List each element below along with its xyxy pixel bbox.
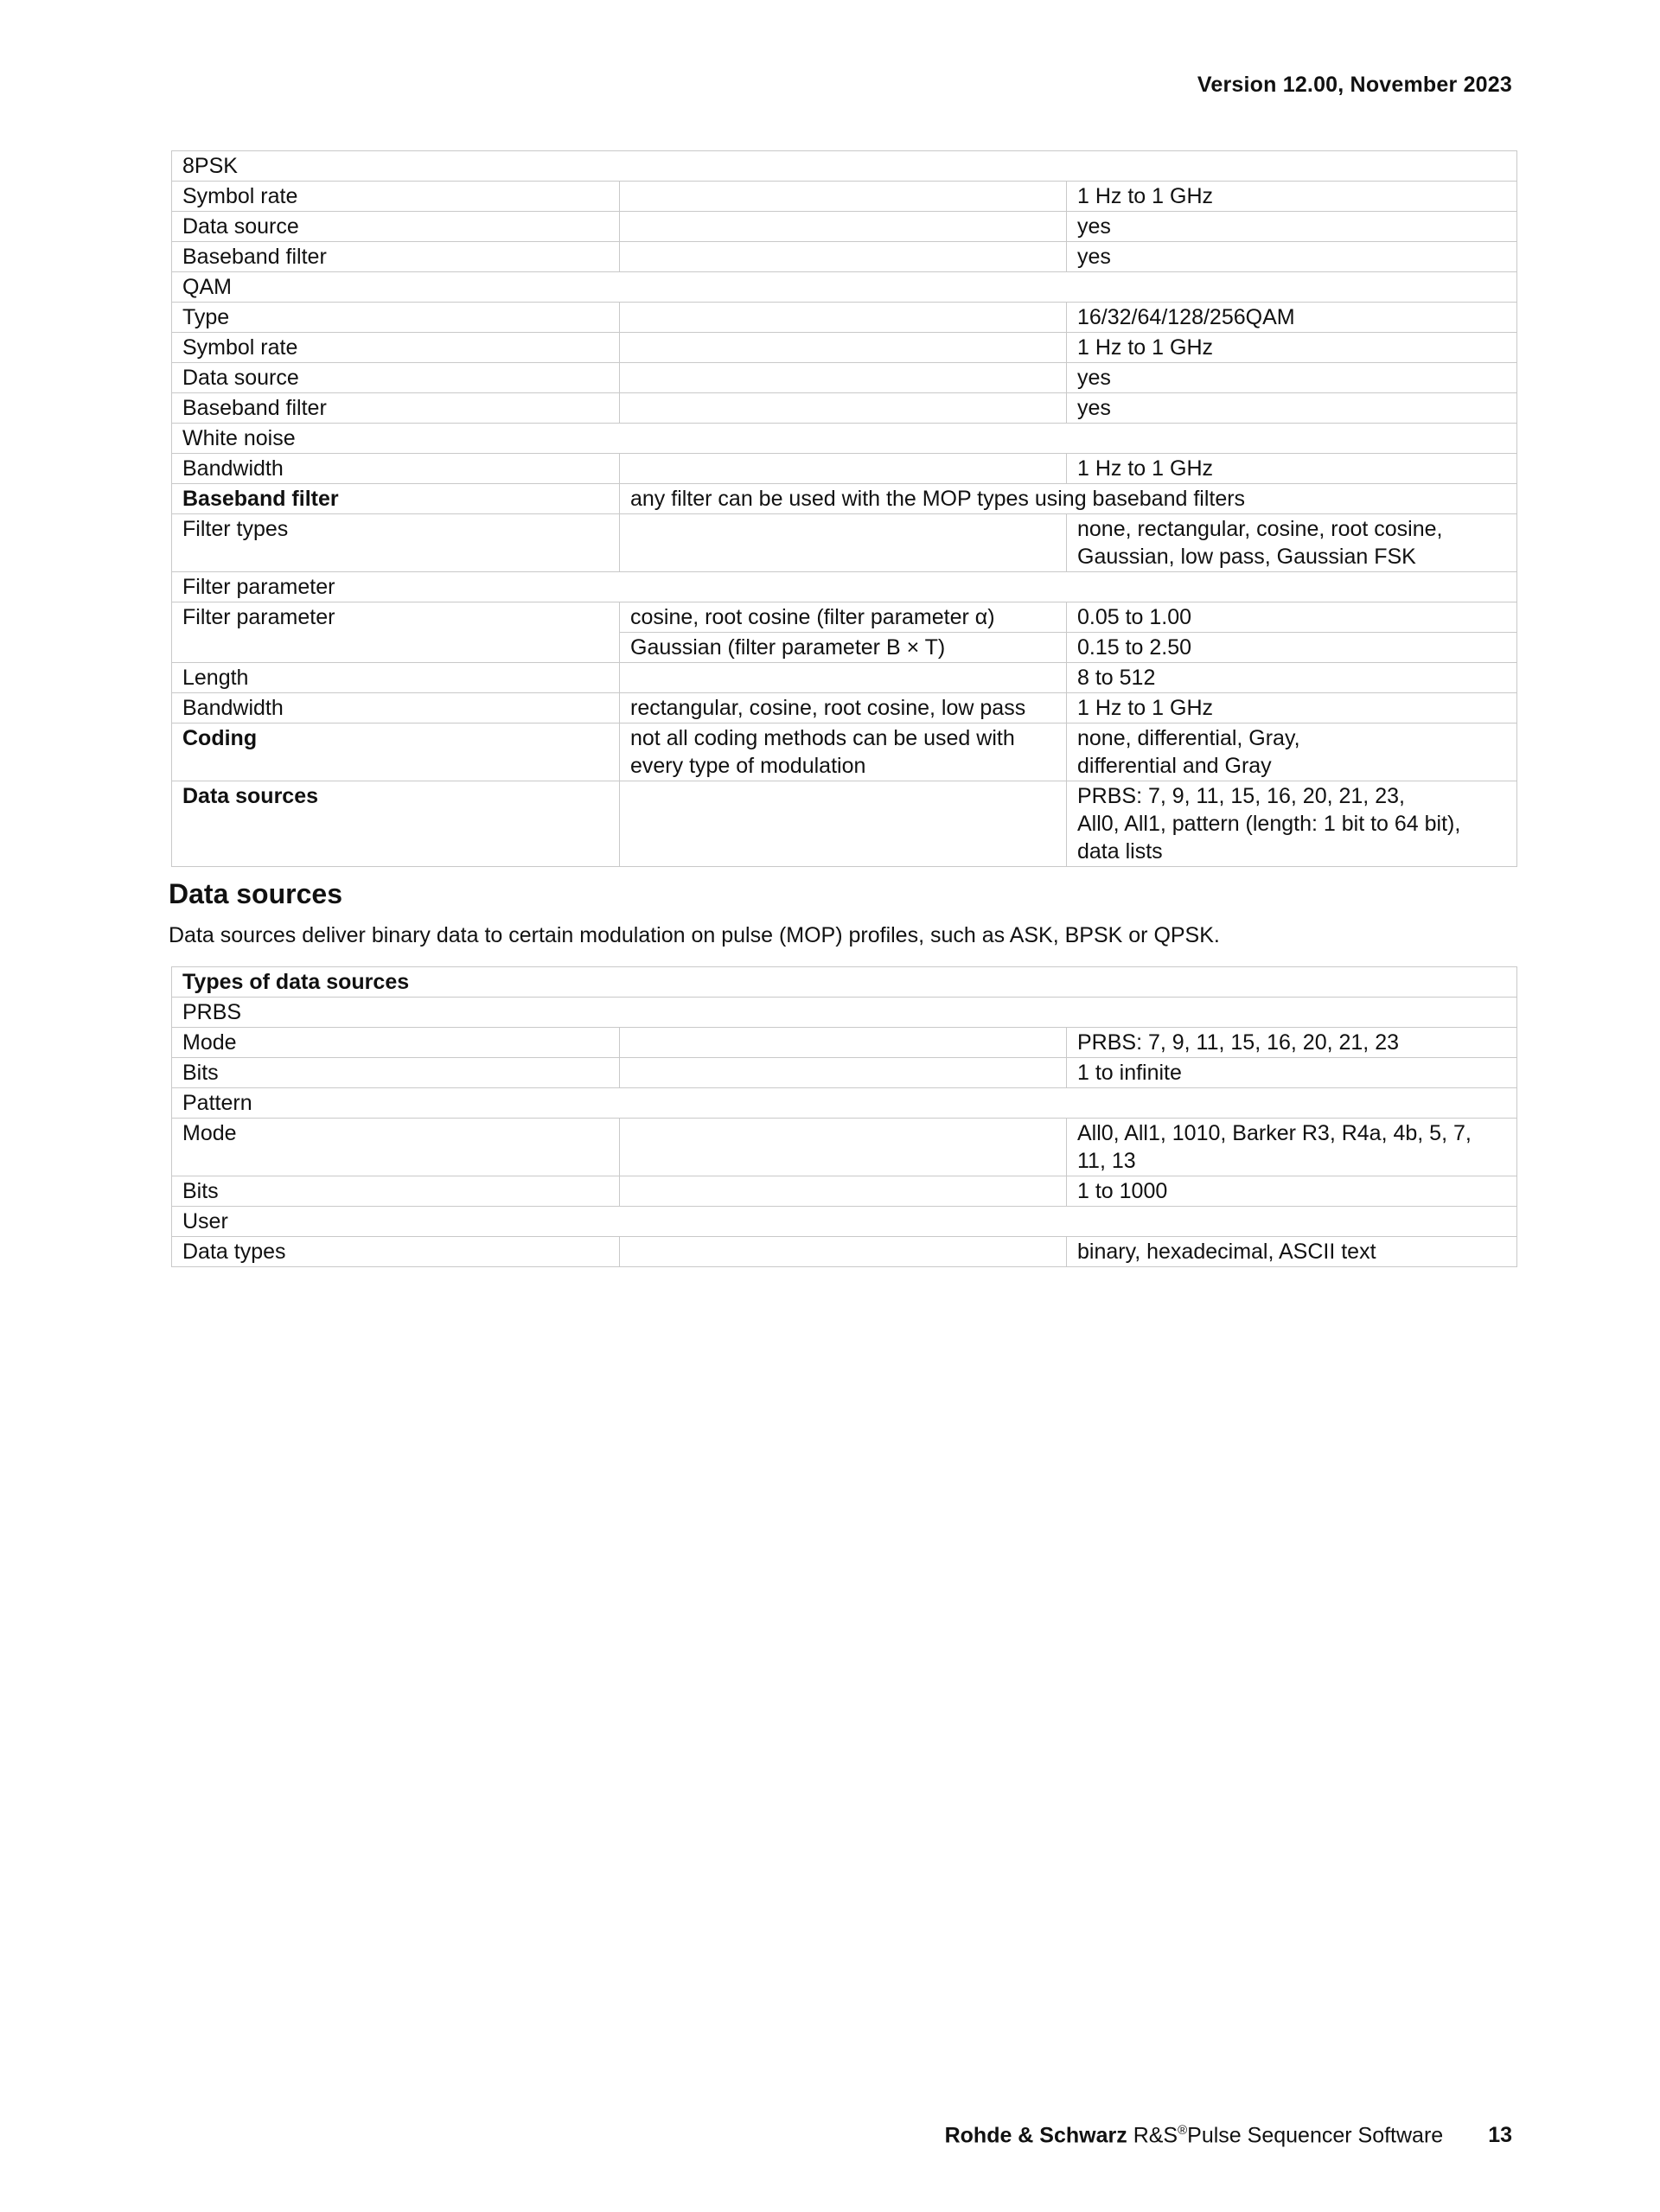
table-row — [172, 602, 1517, 633]
group-label-white-noise: White noise — [172, 424, 1517, 454]
table-row — [172, 212, 1517, 242]
condition-cell — [620, 781, 1067, 867]
footer-product-name: Pulse Sequencer Software — [1187, 2123, 1444, 2148]
param-label: Bits — [172, 1058, 620, 1088]
value-cell: 1 Hz to 1 GHz — [1067, 693, 1517, 724]
group-label-pattern: Pattern — [172, 1088, 1517, 1119]
value-cell: binary, hexadecimal, ASCII text — [1067, 1237, 1517, 1267]
table-row — [172, 1028, 1517, 1058]
value-cell: PRBS: 7, 9, 11, 15, 16, 20, 21, 23 — [1067, 1028, 1517, 1058]
value-cell: yes — [1067, 363, 1517, 393]
table-row — [172, 1119, 1517, 1176]
table-row — [172, 484, 1517, 514]
param-label: Mode — [172, 1119, 620, 1176]
condition-cell — [620, 454, 1067, 484]
condition-cell — [620, 1028, 1067, 1058]
value-cell: PRBS: 7, 9, 11, 15, 16, 20, 21, 23, All0, All1, pattern (length: 1 bit to 64 bit), data lists — [1067, 781, 1517, 867]
condition-cell — [620, 514, 1067, 572]
table-row — [172, 424, 1517, 454]
param-label-bold: Baseband filter — [172, 484, 620, 514]
param-label: Symbol rate — [172, 333, 620, 363]
param-label: Data source — [172, 212, 620, 242]
param-label: Filter parameter — [172, 602, 620, 663]
table-row — [172, 1207, 1517, 1237]
group-label-8psk: 8PSK — [172, 151, 1517, 182]
data-sources-table — [171, 966, 1517, 1267]
param-label: Baseband filter — [172, 242, 620, 272]
param-label-bold: Coding — [172, 724, 620, 781]
table-row — [172, 1058, 1517, 1088]
table-row — [172, 393, 1517, 424]
value-cell: All0, All1, 1010, Barker R3, R4a, 4b, 5, 7, 11, 13 — [1067, 1119, 1517, 1176]
param-label: Bits — [172, 1176, 620, 1207]
table-row — [172, 151, 1517, 182]
footer-brand: Rohde & Schwarz — [944, 2123, 1127, 2148]
condition-cell — [620, 393, 1067, 424]
param-label: Data types — [172, 1237, 620, 1267]
footer-product-prefix: R&S — [1127, 2123, 1178, 2148]
value-cell: none, differential, Gray, differential and Gray — [1067, 724, 1517, 781]
value-cell: yes — [1067, 212, 1517, 242]
page-number: 13 — [1488, 2123, 1512, 2148]
table-row — [172, 303, 1517, 333]
value-cell: yes — [1067, 242, 1517, 272]
table-row — [172, 998, 1517, 1028]
modulation-spec-table — [171, 150, 1517, 867]
table-row — [172, 333, 1517, 363]
param-label: Filter types — [172, 514, 620, 572]
condition-cell — [620, 303, 1067, 333]
condition-cell — [620, 212, 1067, 242]
value-cell: 1 to infinite — [1067, 1058, 1517, 1088]
value-cell: 1 Hz to 1 GHz — [1067, 454, 1517, 484]
table-row — [172, 1176, 1517, 1207]
value-cell: 16/32/64/128/256QAM — [1067, 303, 1517, 333]
value-cell: 0.05 to 1.00 — [1067, 602, 1517, 633]
param-label: Mode — [172, 1028, 620, 1058]
table-row — [172, 363, 1517, 393]
condition-cell — [620, 1058, 1067, 1088]
table-row — [172, 182, 1517, 212]
param-label: Type — [172, 303, 620, 333]
param-label: Baseband filter — [172, 393, 620, 424]
page-footer — [945, 2123, 1512, 2148]
table-row — [172, 967, 1517, 998]
table-row — [172, 1237, 1517, 1267]
table-row — [172, 514, 1517, 572]
group-label-filter-parameter: Filter parameter — [172, 572, 1517, 602]
value-cell: 8 to 512 — [1067, 663, 1517, 693]
value-cell: 1 Hz to 1 GHz — [1067, 182, 1517, 212]
condition-cell — [620, 242, 1067, 272]
section-heading: Data sources — [169, 878, 342, 909]
table-row — [172, 781, 1517, 867]
param-label: Symbol rate — [172, 182, 620, 212]
param-label: Length — [172, 663, 620, 693]
table-header: Types of data sources — [172, 967, 1517, 998]
condition-cell — [620, 182, 1067, 212]
condition-cell — [620, 333, 1067, 363]
condition-cell — [620, 1237, 1067, 1267]
table-row — [172, 724, 1517, 781]
note-cell: any filter can be used with the MOP types using baseband filters — [620, 484, 1517, 514]
param-label: Bandwidth — [172, 454, 620, 484]
condition-cell: Gaussian (filter parameter B × T) — [620, 633, 1067, 663]
value-cell: 0.15 to 2.50 — [1067, 633, 1517, 663]
group-label-prbs: PRBS — [172, 998, 1517, 1028]
group-label-user: User — [172, 1207, 1517, 1237]
section-description: Data sources deliver binary data to certain modulation on pulse (MOP) profiles, such as ASK, BPSK or QPSK. — [169, 923, 1220, 947]
condition-cell: not all coding methods can be used with every type of modulation — [620, 724, 1067, 781]
condition-cell — [620, 663, 1067, 693]
table-row — [172, 693, 1517, 724]
table-row — [172, 454, 1517, 484]
condition-cell — [620, 1119, 1067, 1176]
param-label: Bandwidth — [172, 693, 620, 724]
table-row — [172, 572, 1517, 602]
table-row — [172, 242, 1517, 272]
table-row — [172, 1088, 1517, 1119]
value-cell: none, rectangular, cosine, root cosine, Gaussian, low pass, Gaussian FSK — [1067, 514, 1517, 572]
param-label: Data source — [172, 363, 620, 393]
value-cell: yes — [1067, 393, 1517, 424]
table-row — [172, 663, 1517, 693]
condition-cell — [620, 1176, 1067, 1207]
value-cell: 1 Hz to 1 GHz — [1067, 333, 1517, 363]
condition-cell — [620, 363, 1067, 393]
param-label-bold: Data sources — [172, 781, 620, 867]
table-row — [172, 272, 1517, 303]
condition-cell: rectangular, cosine, root cosine, low pass — [620, 693, 1067, 724]
group-label-qam: QAM — [172, 272, 1517, 303]
condition-cell: cosine, root cosine (filter parameter α) — [620, 602, 1067, 633]
version-header: Version 12.00, November 2023 — [1197, 73, 1512, 97]
value-cell: 1 to 1000 — [1067, 1176, 1517, 1207]
registered-mark: ® — [1178, 2123, 1188, 2138]
